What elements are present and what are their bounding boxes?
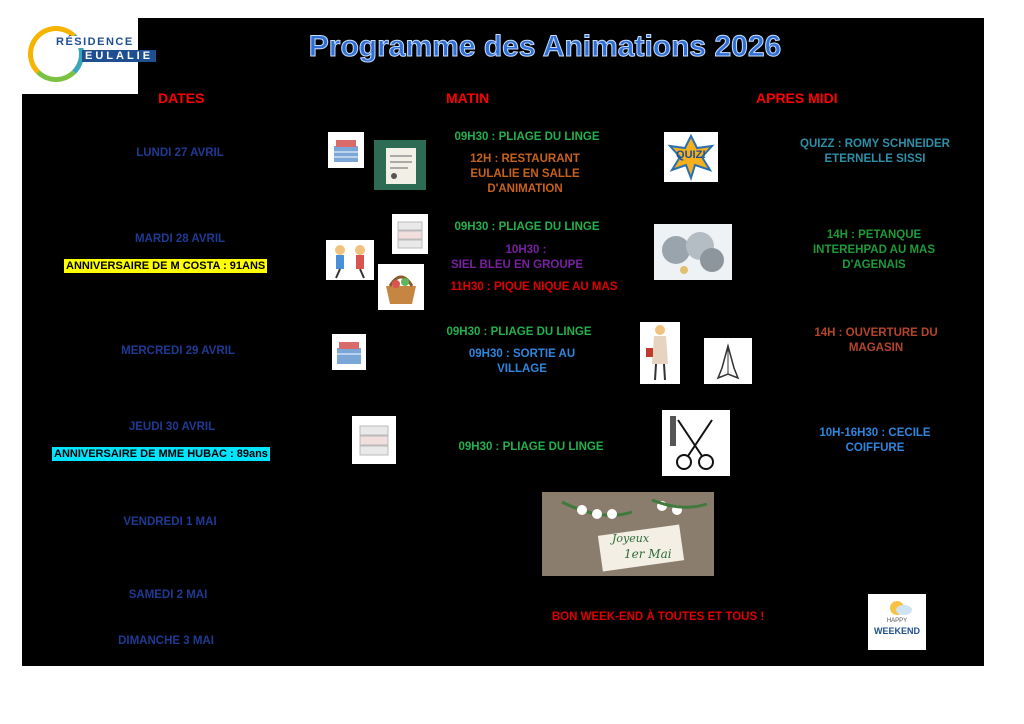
day-jeudi: JEUDI 30 AVRIL xyxy=(128,421,216,433)
scissors-comb-icon xyxy=(662,410,730,476)
matin-mercredi-sortie: 09H30 : SORTIE AU VILLAGE xyxy=(468,348,576,375)
exercise-people-icon xyxy=(326,240,374,280)
page-title: Programme des Animations 2026 xyxy=(308,30,782,63)
matin-mardi-pique-nique: 11H30 : PIQUE NIQUE AU MAS xyxy=(450,281,618,293)
shopper-woman-icon xyxy=(640,322,680,384)
happy-weekend-icon xyxy=(868,594,926,650)
logo-line1: RÉSIDENCE xyxy=(56,36,134,48)
picnic-basket-icon xyxy=(378,264,424,310)
matin-mardi-siel: SIEL BLEU EN GROUPE xyxy=(450,259,584,271)
laundry-basket-icon-2 xyxy=(332,334,366,370)
day-samedi: SAMEDI 2 MAI xyxy=(128,589,208,601)
matin-mardi-pliage: 09H30 : PLIAGE DU LINGE xyxy=(454,221,600,233)
residence-logo xyxy=(22,18,154,94)
petanque-balls-icon xyxy=(654,224,732,280)
day-mercredi: MERCREDI 29 AVRIL xyxy=(121,345,235,357)
logo-ring-icon xyxy=(28,26,84,82)
lily-of-valley-picture xyxy=(542,492,714,576)
matin-lundi-pliage: 09H30 : PLIAGE DU LINGE xyxy=(454,131,600,143)
day-mardi: MARDI 28 AVRIL xyxy=(134,233,226,245)
header-matin: MATIN xyxy=(446,90,490,106)
folded-towels-icon xyxy=(352,416,396,464)
logo-line2: EULALIE xyxy=(82,50,156,62)
quiz-label: QUIZ! xyxy=(676,149,706,161)
mai-label-2: 1er Mai xyxy=(624,547,672,561)
matin-jeudi-pliage: 09H30 : PLIAGE DU LINGE xyxy=(458,441,604,453)
day-vendredi: VENDREDI 1 MAI xyxy=(123,516,217,528)
quiz-icon xyxy=(664,132,718,182)
apres-lundi-quizz: QUIZZ : ROMY SCHNEIDER ETERNELLE SISSI xyxy=(800,138,950,165)
apres-mercredi-magasin: 14H : OUVERTURE DU MAGASIN xyxy=(814,327,938,354)
anniversary-costa: ANNIVERSAIRE DE M COSTA : 91ANS xyxy=(66,260,266,272)
folded-laundry-icon xyxy=(392,214,428,254)
apres-jeudi-coiffure: 10H-16H30 : CECILE COIFFURE xyxy=(819,427,931,454)
day-lundi: LUNDI 27 AVRIL xyxy=(136,147,224,159)
matin-mercredi-pliage: 09H30 : PLIAGE DU LINGE xyxy=(446,326,592,338)
weekend-pic-label-2: WEEKEND xyxy=(873,626,920,636)
laundry-basket-icon xyxy=(328,132,364,168)
apres-mardi-petanque: 14H : PETANQUE INTEREHPAD AU MAS D'AGENAIS xyxy=(812,229,936,271)
mai-label-1: Joyeux xyxy=(612,532,650,545)
day-dimanche: DIMANCHE 3 MAI xyxy=(118,635,214,647)
weekend-message: BON WEEK-END À TOUTES ET TOUS ! xyxy=(551,611,765,623)
header-apres-midi: APRES MIDI xyxy=(756,90,838,106)
header-dates: DATES xyxy=(158,90,205,106)
weekend-pic-label-1: HAPPY xyxy=(886,618,908,624)
praying-hands-icon xyxy=(704,338,752,384)
matin-lundi-restaurant: 12H : RESTAURANT EULALIE EN SALLE D'ANIMATION xyxy=(470,153,580,195)
menu-card-icon xyxy=(374,140,426,190)
matin-mardi-siel-time: 10H30 : xyxy=(505,244,547,256)
anniversary-hubac: ANNIVERSAIRE DE MME HUBAC : 89ans xyxy=(54,448,268,460)
